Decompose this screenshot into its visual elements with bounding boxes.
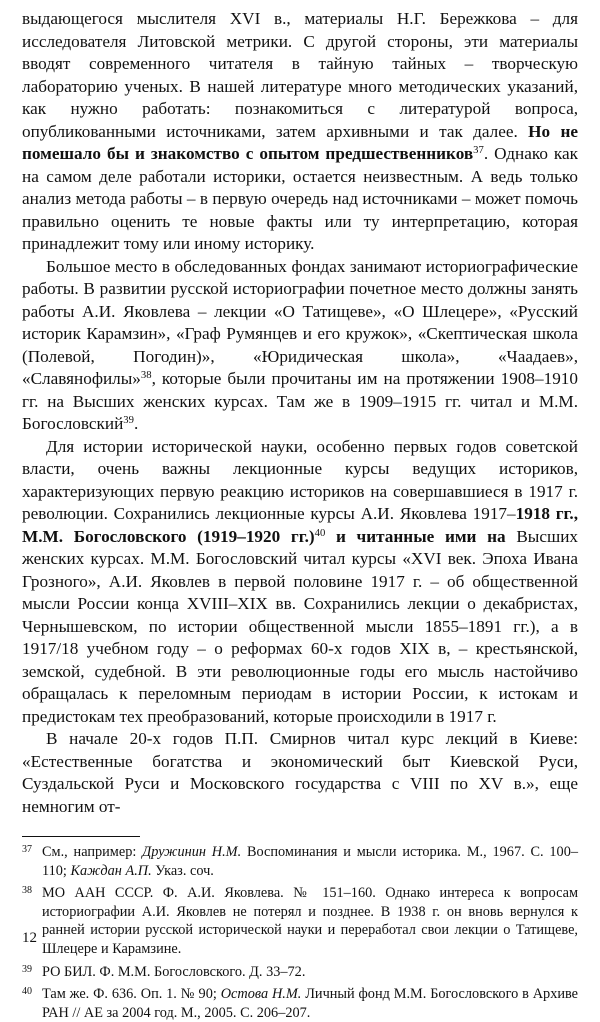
italic-text: Каждан А.П. (70, 862, 152, 879)
italic-text: Дружинин Н.М. (142, 844, 242, 860)
bold-text: и читанные ими на (325, 526, 506, 546)
bold-text: 1918 гг., М.М. Богословского (1919–1920 гг.) (22, 504, 578, 546)
page-number: 12 (22, 930, 37, 946)
footnote-number: 40 (22, 986, 32, 998)
footnote (22, 884, 578, 958)
footnote-ref: 38 (140, 370, 152, 382)
text-run: В начале 20-х годов П.П. Смирнов читал курс лекций в Киеве: «Естественные богатства и экономический быт Киевской Руси, Суздальской Руси и Московского государства с VIII по XV в.», еще немногим от- (22, 729, 578, 816)
footnotes (22, 843, 578, 1022)
footnote (22, 963, 578, 982)
footnote-ref: 39 (123, 415, 134, 427)
italic-text: Остова Н.М. (220, 986, 302, 1003)
paragraph (22, 8, 578, 256)
text-run: . (133, 414, 139, 433)
text-run: Высших женских курсах. М.М. Богословский читал курсы «XVI век. Эпоха Ивана Грозного», А.И. Яковлев в первой половине 1917 г. – об общественной мысли России конца XVIII–XIX вв. Сохранились лекции о декабристах, Чернышевском, по истории общественной мысли 1855–1891 гг.), а в 1917/18 учебном году – о реформах 60-х годов XIX в, – крестьянской, земской, судебной. В эти революционные годы его мысль настойчиво обращалась к переломным периодам в истории России, к истокам и предистокам тех преобразований, которые происходили в 1917 г. (22, 526, 578, 726)
text-run: Большое место в обследованных фондах занимают историографические работы. В развитии русской историографии почетное место должны занять работы А.И. Яковлева – лекции «О Татищеве», «О Шлецере», «Русский историк Карамзин», «Граф Румянцев и его кружок», «Скептическая школа (Полевой, Погодин)», «Юридическая школа», «Чаадаев», «Славянофилы» (22, 256, 578, 388)
footnote-divider (22, 836, 140, 837)
text-run: выдающегося мыслителя XVI в., материалы Н.Г. Бережкова – для исследователя Литовской метрики. С другой стороны, эти материалы вводят современного читателя в тайную тайных – творческую лабораторию ученых. В нашей литературе много методических указаний, как нужно работать: познакомиться с литературой вопроса, опубликованными источниками, затем архивными и так далее. (22, 9, 578, 141)
text-run: См., например: (42, 844, 143, 860)
text-run: Для истории исторической науки, особенно первых годов советской власти, очень важны лекционные курсы ведущих историков, характеризующих первую реакцию историков на совершавшиеся в 1917 г. революции. Сохранились лекционные курсы А.И. Яковлева 1917– (22, 436, 578, 523)
text-run: . Однако как на самом деле работали историки, остается неизвестным. А ведь только анализ метода работы – в первую очередь над источниками – может помочь правильно оценить те новые факты или ту интерпретацию, которая принадлежит тому или иному историку. (22, 144, 578, 253)
footnote-ref: 37 (473, 145, 484, 157)
footnote-number: 38 (22, 885, 32, 897)
bold-text: Но не помешало бы и знакомство с опытом предшественников (22, 121, 578, 163)
text-run: Личный фонд М.М. Богословского в Архиве РАН // АЕ за 2004 год. М., 2005. С. 206–207. (42, 986, 579, 1021)
footnote-number: 39 (22, 963, 32, 975)
text-run: Указ. соч. (151, 862, 214, 879)
footnote (22, 985, 578, 1022)
paragraph (22, 436, 578, 729)
paragraph (22, 728, 578, 818)
text-run: МО ААН СССР. Ф. А.И. Яковлева. № 151–160. Однако интереса к вопросам историографии А.И. Яковлев не потерял и позднее. В 1938 г. он вновь вернулся к ранней истории русской исторической науки и переработал свои лекции о Татищеве, Шлецере и Карамзине. (42, 885, 578, 957)
text-run: РО БИЛ. Ф. М.М. Богословского. Д. 33–72. (42, 963, 306, 980)
text-run: , которые были прочитаны им на протяжении 1908–1910 гг. на Высших женских курсах. Там же в 1909–1915 гг. читал и М.М. Богословский (22, 369, 578, 433)
text-run: Воспоминания и мысли историка. М., 1967. С. 100–110; (42, 844, 578, 879)
text-run: Там же. Ф. 636. Оп. 1. № 90; (42, 986, 221, 1003)
footnote (22, 843, 578, 880)
main-text (22, 8, 578, 818)
paragraph (22, 256, 578, 436)
footnote-ref: 40 (314, 527, 326, 539)
footnote-number: 37 (22, 844, 32, 855)
